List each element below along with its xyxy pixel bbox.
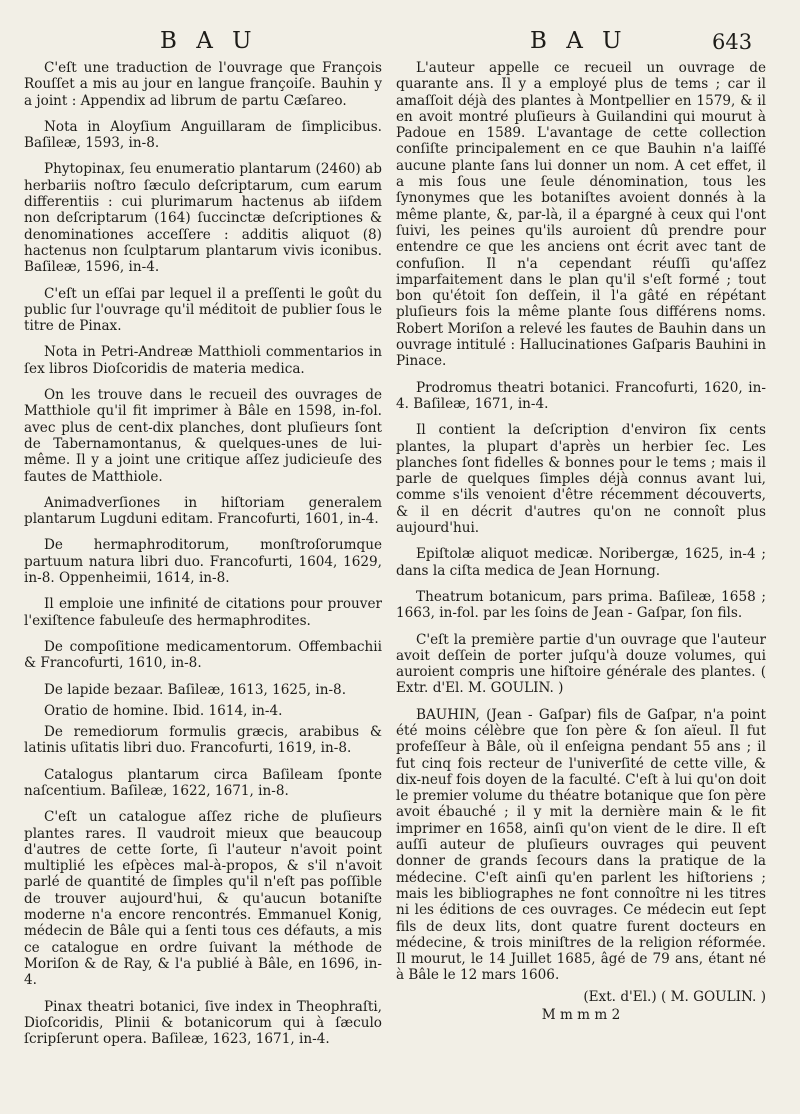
signature-mark: M m m m 2 — [541, 1007, 621, 1024]
left-column — [24, 60, 382, 1057]
paragraph: L'auteur appelle ce recueil un ouvrage de quarante ans. Il y a employé plus de tems ; car il amaſſoit déjà des plantes à Montpellier en 1579, & il en avoit montré pluſieurs à Guilandini qui mourut à Padoue en 1589. L'avantage de cette collection conſiſte principalement en ce que Bauhin n'a laiſſé aucune plante ſans lui donner un nom. A cet effet, il a mis ſous une ſeule dénomination, tous les ſynonymes que les botaniſtes avoient donnés à la même plante, &, par-là, il a épargné à ceux qui l'ont ſuivi, les peines qu'ils auroient dû prendre pour entendre ce que les anciens ont écrit avec tant de confuſion. Il n'a cependant réuſſi qu'aſſez imparfaitement dans le plan qu'il s'eſt formé ; tout bon qu'étoit ſon deſſein, il l'a gâté en répétant pluſieurs fois la même plante ſous différens noms. Robert Moriſon a relevé les fautes de Bauhin dans un ouvrage intitulé : Hallucinationes Gaſparis Bauhini in Pinace. — [396, 60, 766, 370]
bibliography-entry: Theatrum botanicum, pars prima. Baſileæ, 1658 ; 1663, in-fol. par les ſoins de Jean - Gaſpar, ſon fils. — [396, 588, 766, 622]
running-head-right: B A U — [530, 28, 628, 54]
biography-entry: BAUHIN, (Jean - Gaſpar) fils de Gaſpar, n'a point été moins célèbre que ſon père & ſon aïeul. Il fut profeſſeur à Bâle, où il enſeigna pendant 55 ans ; il fut cinq fois recteur de l'univerſité de cette ville, & dix-neuf fois doyen de la faculté. C'eſt à lui qu'on doit le premier volume du théatre botanique que ſon père avoit ébauché ; il y mit la dernière main & le fit imprimer en 1658, ainſi qu'on vient de le dire. Il eſt auſſi auteur de pluſieurs ouvrages qui peuvent donner de grands ſecours dans la pratique de la médecine. C'eſt ainſi qu'en parlent les hiſtoriens ; mais les bibliographes ne font connoître ni les titres ni les éditions de ces ouvrages. Ce médecin eut ſept fils de deux lits, dont quatre furent docteurs en médecine, & trois miniſtres de la religion réformée. Il mourut, le 14 Juillet 1685, âgé de 79 ans, étant né à Bâle le 12 mars 1606. — [396, 706, 766, 984]
bibliography-entry: Catalogus plantarum circa Baſileam ſponte naſcentium. Baſileæ, 1622, 1671, in-8. — [24, 766, 382, 799]
bibliography-entry: Epiſtolæ aliquot medicæ. Noribergæ, 1625, in-4 ; dans la ciſta medica de Jean Hornung. — [396, 546, 766, 579]
paragraph: C'eſt un catalogue aſſez riche de pluſieurs plantes rares. Il vaudroit mieux que beaucoup d'autres de cette ſorte, ſi l'auteur n'avoit point multiplié les eſpèces mal-à-propos, & s'il n'avoit parlé de quantité de ſimples qu'il n'eſt pas poſſible de trouver aujourd'hui, & qu'aucun botaniſte moderne n'a encore rencontrés. Emmanuel Konig, médecin de Bâle qui a ſenti tous ces défauts, a mis ce catalogue en ordre ſuivant la méthode de Moriſon & de Ray, & l'a publié à Bâle, en 1696, in-4. — [24, 809, 382, 989]
paragraph: C'eſt un eſſai par lequel il a preſſenti le goût du public ſur l'ouvrage qu'il méditoit de publier ſous le titre de Pinax. — [24, 285, 382, 335]
bibliography-entry: Oratio de homine. Ibid. 1614, in-4. — [44, 702, 283, 719]
paragraph: C'eſt la première partie d'un ouvrage que l'auteur avoit deſſein de porter juſqu'à douze volumes, qui auroient compris une hiſtoire générale des plantes. ( Extr. d'El. M. GOULIN. ) — [396, 631, 766, 697]
paragraph: Il contient la deſcription d'environ ſix cents plantes, la plupart d'après un herbier ſec. Les planches ſont fidelles & bonnes pour le tems ; mais il parle de quelques ſimples déjà connus avant lui, comme s'ils venoient d'être récemment découverts, & il en décrit d'autres qu'on ne connoît plus aujourd'hui. — [396, 422, 766, 537]
paragraph: C'eſt une traduction de l'ouvrage que François Rouſſet a mis au jour en langue françoiſe. Bauhin y a joint : Appendix ad librum de partu Cæſareo. — [24, 60, 382, 109]
bibliography-entry: Nota in Aloyſium Anguillaram de ſimplicibus. Baſileæ, 1593, in-8. — [24, 118, 382, 152]
bibliography-entry: Animadverſiones in hiſtoriam generalem plantarum Lugduni editam. Francofurti, 1601, in-4. — [24, 494, 382, 528]
bibliography-entry: De lapide bezaar. Baſileæ, 1613, 1625, in-8. — [44, 681, 347, 698]
source-citation: (Ext. d'El.) ( M. GOULIN. ) — [583, 988, 766, 1005]
right-column — [396, 60, 766, 1033]
paragraph: On les trouve dans le recueil des ouvrages de Matthiole qu'il fit imprimer à Bâle en 1598, in-fol. avec plus de cent-dix planches, dont pluſieurs ſont de Tabernamontanus, & quelques-unes de lui-même. Il y a joint une critique aſſez judicieuſe des fautes de Matthiole. — [24, 387, 382, 485]
bibliography-entry: De hermaphroditorum, monſtroſorumque partuum natura libri duo. Francofurti, 1604, 1629, in-8. Oppenheimii, 1614, in-8. — [24, 537, 382, 587]
page-number: 643 — [712, 30, 753, 54]
bibliography-entry: Prodromus theatri botanici. Francofurti, 1620, in-4. Baſileæ, 1671, in-4. — [396, 379, 766, 412]
bibliography-entry: Nota in Petri-Andreæ Matthioli commentarios in ſex libros Dioſcoridis de materia medica. — [24, 344, 382, 377]
bibliography-entry: Phytopinax, ſeu enumeratio plantarum (2460) ab herbariis noſtro ſæculo deſcriptarum, cum earum differentiis : cui plurimarum hactenus ab iiſdem non deſcriptarum (164) ſuccinctæ deſcriptiones & denominationes acceſſere : additis aliquot (8) hactenus non ſculptarum plantarum vivis iconibus. Baſileæ, 1596, in-4. — [24, 161, 382, 276]
bibliography-entry: De compoſitione medicamentorum. Offembachii & Francofurti, 1610, in-8. — [24, 638, 382, 672]
bibliography-entry: Pinax theatri botanici, ſive index in Theophraſti, Dioſcoridis, Plinii & botanicorum qui à ſæculo ſcripſerunt opera. Baſileæ, 1623, 1671, in-4. — [24, 998, 382, 1048]
running-head-left: B A U — [160, 28, 258, 54]
paragraph: Il emploie une infinité de citations pour prouver l'exiſtence fabuleuſe des hermaphrodites. — [24, 596, 382, 629]
bibliography-entry: De remediorum formulis græcis, arabibus & latinis uſitatis libri duo. Francofurti, 1619, in-8. — [24, 724, 382, 757]
